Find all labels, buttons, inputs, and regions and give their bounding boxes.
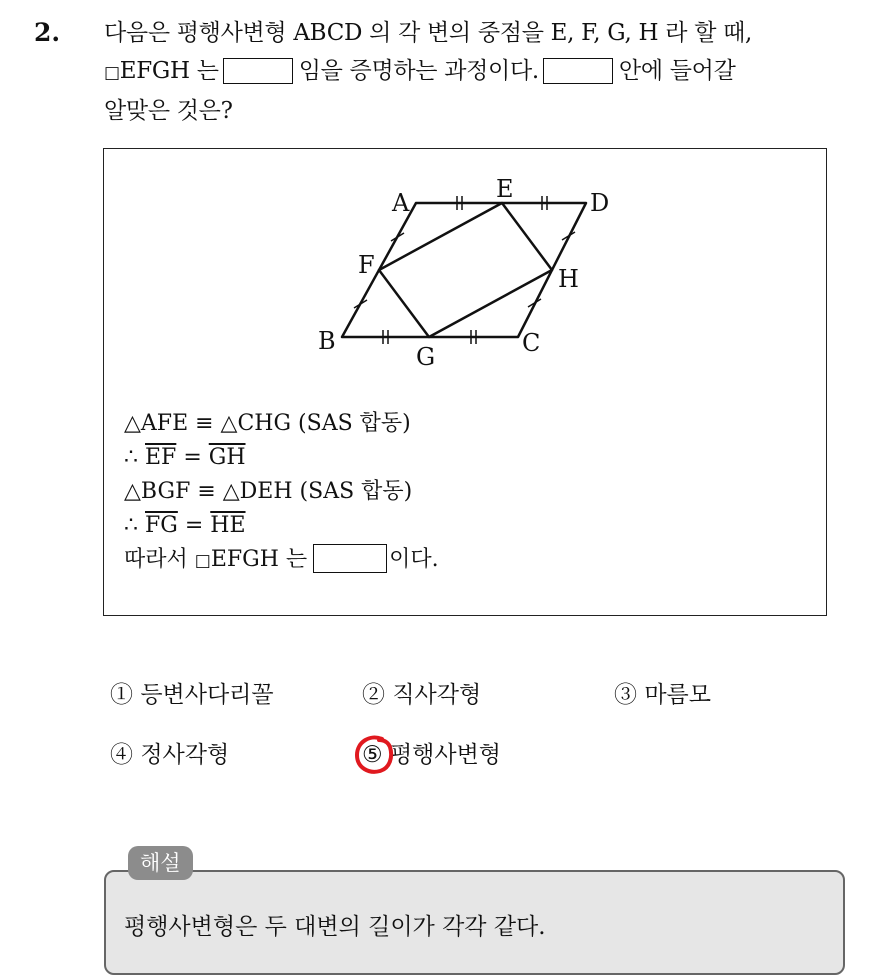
label-E: E <box>496 175 514 203</box>
answer-blank-box-2 <box>543 58 613 84</box>
choice-text: 정사각형 <box>140 742 230 768</box>
label-G: G <box>416 343 436 371</box>
proof-box <box>103 148 827 616</box>
explanation-box <box>104 870 845 975</box>
question-line-2-mid: 임을 증명하는 과정이다. <box>298 58 539 84</box>
proof-line-5-after: 이다. <box>389 547 439 572</box>
proof-text <box>124 407 439 578</box>
choice-2[interactable] <box>362 676 481 709</box>
choice-5[interactable] <box>362 736 501 769</box>
question-line-2 <box>104 52 864 92</box>
segment-gh: $\overline{GH}$ <box>208 445 246 470</box>
square-symbol: □ <box>104 63 120 83</box>
proof-line-5 <box>124 543 439 578</box>
choice-mark: ② <box>362 682 385 708</box>
choice-3[interactable] <box>614 676 711 709</box>
answer-blank-box <box>223 58 293 84</box>
label-H: H <box>558 265 579 293</box>
proof-line-2 <box>124 441 439 475</box>
choice-mark <box>362 742 383 768</box>
therefore-symbol: ∴ <box>124 513 145 538</box>
question-line-2-before: EFGH 는 <box>119 58 219 84</box>
label-A: A <box>392 189 410 217</box>
square-symbol: □ <box>194 551 211 571</box>
choice-text: 평행사변형 <box>389 742 502 768</box>
label-D: D <box>590 189 610 217</box>
parallelogram-figure <box>304 161 624 391</box>
equals-sign: = <box>176 445 209 470</box>
proof-line-4 <box>124 509 439 543</box>
therefore-symbol: ∴ <box>124 445 145 470</box>
choice-text: 직사각형 <box>392 682 482 708</box>
proof-line-3: △BGF ≡ △DEH (SAS 합동) <box>124 479 413 504</box>
choice-mark-text: ⑤ <box>362 742 383 768</box>
choice-mark: ③ <box>614 682 637 708</box>
proof-line-5-mid: EFGH 는 <box>210 547 308 572</box>
choice-mark: ④ <box>110 742 133 768</box>
question-number: 2. <box>34 18 61 47</box>
segment-ef: $\overline{EF}$ <box>145 445 177 470</box>
choice-mark: ① <box>110 682 133 708</box>
conclusion-blank-box <box>313 544 387 573</box>
choice-4[interactable] <box>110 736 229 769</box>
question-line-2-after: 안에 들어갈 <box>618 58 736 84</box>
choice-1[interactable] <box>110 676 274 709</box>
question-line-1: 다음은 평행사변형 ABCD 의 각 변의 중점을 E, F, G, H 라 할 때, <box>104 20 753 46</box>
question-text <box>104 14 864 130</box>
question-line-3: 알맞은 것은? <box>104 98 233 124</box>
proof-line-5-before: 따라서 <box>124 547 195 572</box>
proof-line-1: △AFE ≡ △CHG (SAS 합동) <box>124 411 411 436</box>
explanation-tab: 해설 <box>128 846 193 880</box>
label-F: F <box>358 251 375 279</box>
label-B: B <box>318 327 336 355</box>
choice-text: 등변사다리꼴 <box>140 682 274 708</box>
explanation-text: 평행사변형은 두 대변의 길이가 각각 같다. <box>124 914 546 940</box>
choice-text: 마름모 <box>644 682 711 708</box>
segment-he: $\overline{HE}$ <box>210 513 246 538</box>
label-C: C <box>522 329 541 357</box>
segment-fg: $\overline{FG}$ <box>145 513 178 538</box>
equals-sign: = <box>177 513 211 538</box>
